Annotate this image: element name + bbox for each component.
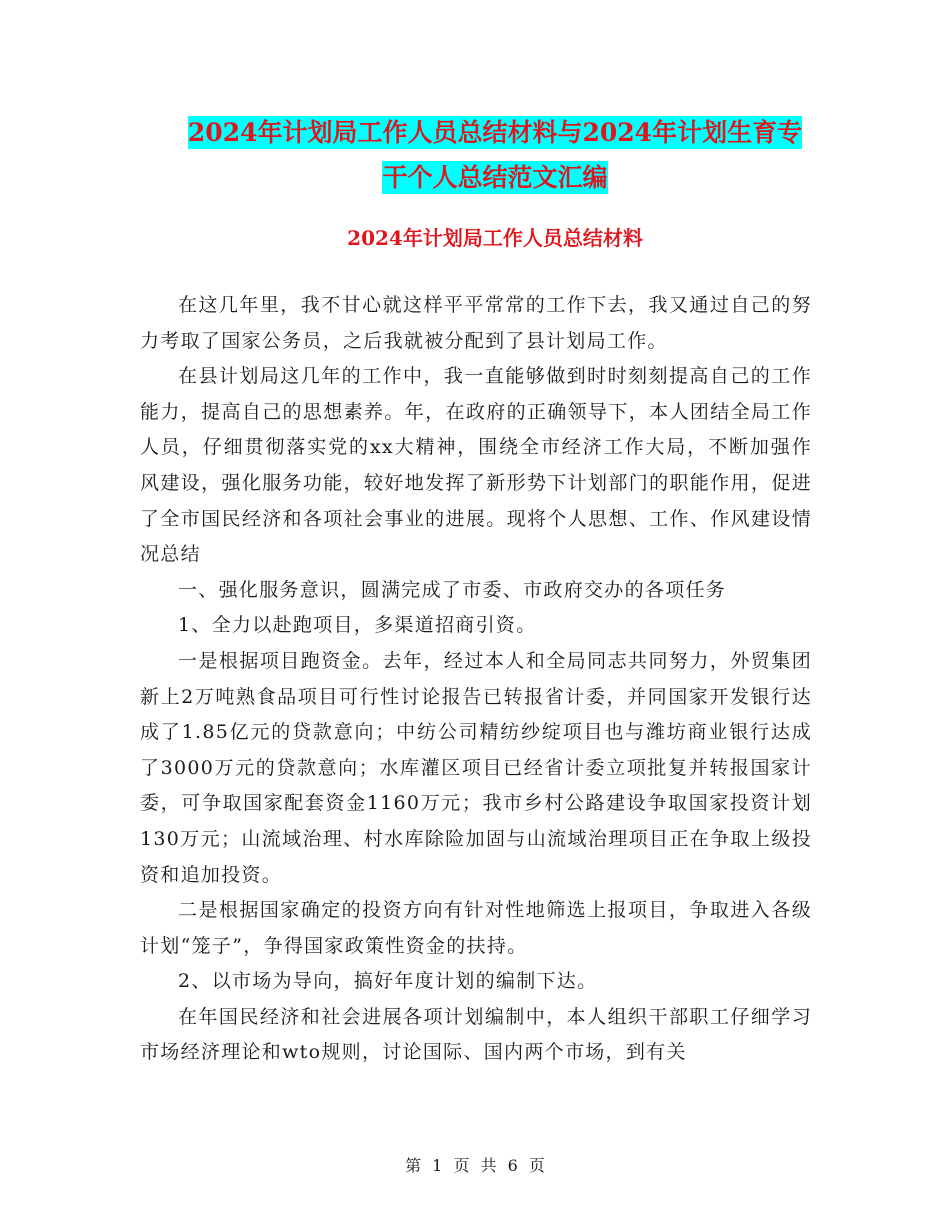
paragraph-2: 在县计划局这几年的工作中，我一直能够做到时时刻刻提高自己的工作能力，提高自己的思想素养。年，在政府的正确领导下，本人团结全局工作人员，仔细贯彻落实党的xx大精神，围绕全市经济工作大局，不断加强作风建设，强化服务功能，较好地发挥了新形势下计划部门的职能作用，促进了全市国民经济和各项社会事业的进展。现将个人思想、工作、作风建设情况总结 bbox=[140, 365, 812, 566]
title-line-2: 干个人总结范文汇编 bbox=[382, 163, 608, 192]
paragraph-3: 一、强化服务意识，圆满完成了市委、市政府交办的各项任务 bbox=[178, 578, 727, 601]
section-title: 2024年计划局工作人员总结材料 bbox=[347, 226, 643, 250]
document-body bbox=[140, 288, 812, 1071]
paragraph-4: 1、全力以赴跑项目，多渠道招商引资。 bbox=[178, 614, 537, 637]
paragraph-5: 一是根据项目跑资金。去年，经过本人和全局同志共同努力，外贸集团新上2万吨熟食品项目可行性讨论报告已转报省计委，并同国家开发银行达成了1.85亿元的贷款意向；中纺公司精纺纱绽项目也与潍坊商业银行达成了3000万元的贷款意向；水库灌区项目已经省计委立项批复并转报国家计委，可争取国家配套资金1160万元；我市乡村公路建设争取国家投资计划130万元；山流域治理、村水库除险加固与山流域治理项目正在争取上级投资和追加投资。 bbox=[140, 649, 812, 886]
document-title bbox=[140, 110, 850, 200]
paragraph-1: 在这几年里，我不甘心就这样平平常常的工作下去，我又通过自己的努力考取了国家公务员，之后我就被分配到了县计划局工作。 bbox=[140, 294, 812, 352]
paragraph-8: 在年国民经济和社会进展各项计划编制中，本人组织干部职工仔细学习市场经济理论和wto规则，讨论国际、国内两个市场，到有关 bbox=[140, 1005, 812, 1064]
paragraph-6: 二是根据国家确定的投资方向有针对性地筛选上报项目，争取进入各级计划“笼子”，争得国家政策性资金的扶持。 bbox=[140, 899, 812, 957]
title-line-1: 2024年计划局工作人员总结材料与2024年计划生育专 bbox=[187, 118, 803, 147]
page-footer: 第 1 页 共 6 页 bbox=[405, 1156, 545, 1175]
paragraph-7: 2、以市场为导向，搞好年度计划的编制下达。 bbox=[178, 970, 598, 993]
